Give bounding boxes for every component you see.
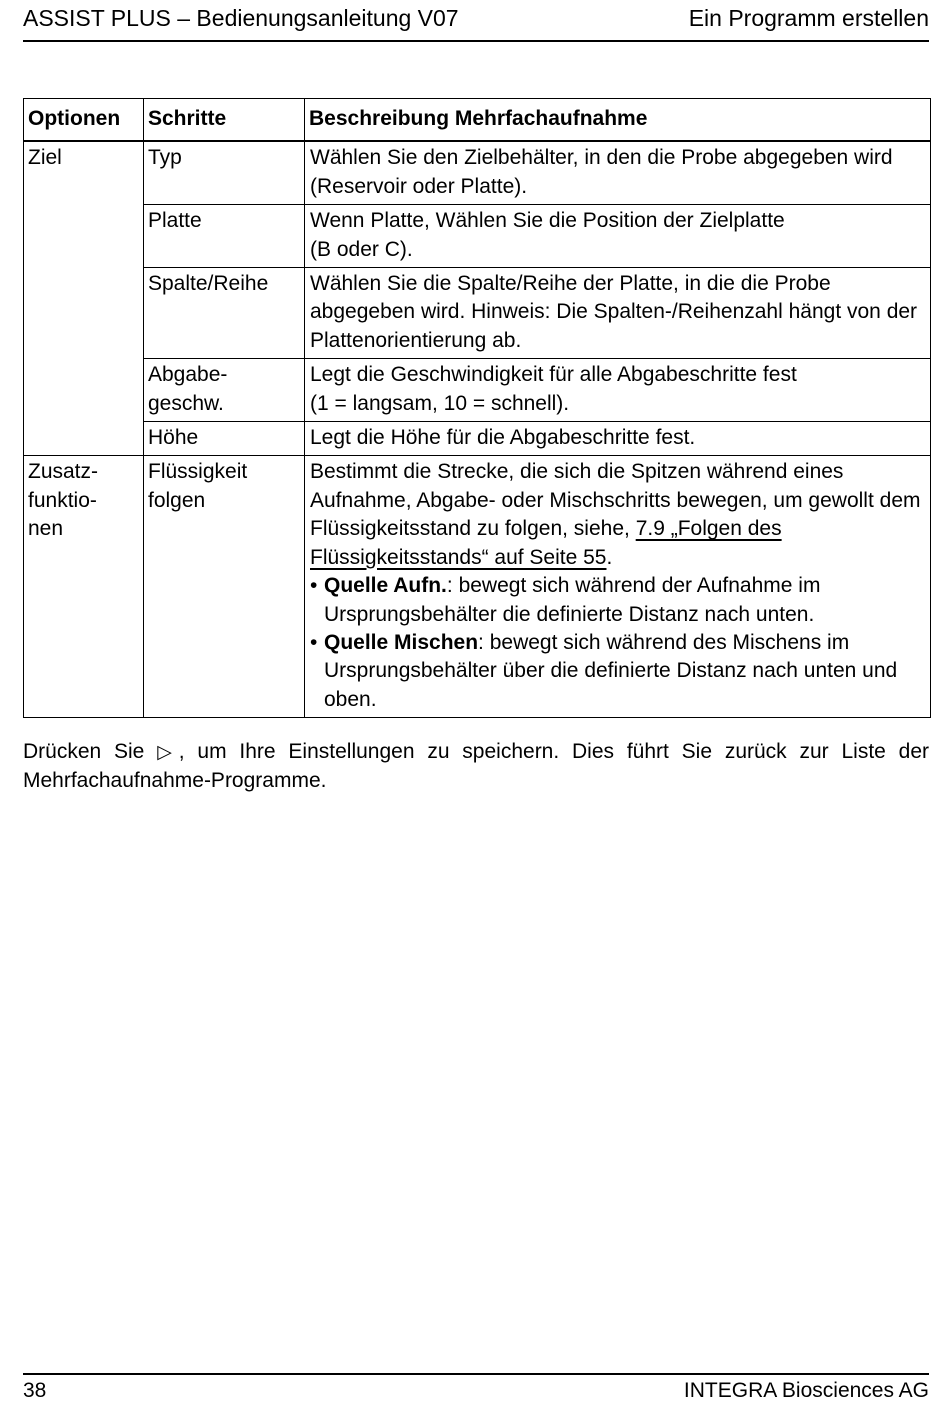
step-line: Flüssigkeit: [148, 460, 248, 484]
description-cell: [305, 456, 931, 718]
description-cell: [305, 205, 931, 268]
table-row: [24, 205, 931, 268]
bullet-text: [324, 572, 927, 629]
step-cell: [144, 456, 305, 718]
table-row: [24, 141, 931, 204]
description-line: Wenn Platte, Wählen Sie die Position der Zielplatte: [310, 209, 785, 233]
table-row: [24, 359, 931, 422]
bullet-description: : bewegt sich während des Mischens im Ursprungsbehälter über die definierte Distanz nach unten und oben.: [324, 630, 898, 711]
step-cell: Platte: [144, 205, 305, 268]
bullet-item: [310, 629, 927, 714]
bullet-text: [324, 629, 927, 714]
description-paragraph: [310, 458, 927, 572]
description-cell: Wählen Sie den Zielbehälter, in den die Probe abgegeben wird (Reservoir oder Platte).: [305, 141, 931, 204]
column-header-options: Optionen: [24, 99, 144, 142]
bullet-item: [310, 572, 927, 629]
cross-reference-link[interactable]: 7.9 „Folgen des Flüssigkeitsstands“ auf Seite 55: [310, 517, 782, 569]
bullet-icon: •: [310, 630, 318, 654]
instruction-text-post: , um Ihre Einstellungen zu speichern. Dies führt Sie zurück zur Liste der Mehrfachaufnahme-Programme.: [23, 740, 930, 793]
option-line: funktio-: [28, 488, 97, 512]
instruction-paragraph: [23, 738, 929, 796]
description-line: (B oder C).: [310, 237, 413, 261]
company-name: INTEGRA Biosciences AG: [683, 1379, 929, 1402]
table-row: [24, 422, 931, 456]
option-cell-zusatzfunktionen: [24, 456, 144, 718]
description-text: Bestimmt die Strecke, die sich die Spitzen während eines Aufnahme, Abgabe- oder Mischschritts bewegen, um gewollt dem Flüssigkeitsstand zu folgen, siehe,: [310, 460, 921, 541]
options-table: [23, 98, 931, 718]
table-header-row: [24, 99, 931, 142]
description-cell: Wählen Sie die Spalte/Reihe der Platte, in die die Probe abgegeben wird. Hinweis: Die Spalten-/Reihenzahl hängt von der Plattenorientierung ab.: [305, 268, 931, 359]
option-line: Zusatz-: [28, 460, 99, 484]
option-cell-ziel: Ziel: [24, 141, 144, 456]
chapter-title: Ein Programm erstellen: [688, 5, 929, 31]
step-cell: Höhe: [144, 422, 305, 456]
description-line: (1 = langsam, 10 = schnell).: [310, 391, 570, 415]
instruction-text-pre: Drücken Sie: [23, 740, 158, 763]
step-line: geschw.: [148, 391, 224, 415]
description-line: Legt die Geschwindigkeit für alle Abgabeschritte fest: [310, 363, 797, 387]
bullet-description: : bewegt sich während der Aufnahme im Ursprungsbehälter die definierte Distanz nach unten.: [324, 574, 821, 626]
step-line: Abgabe-: [148, 363, 228, 387]
page-footer: [23, 1373, 929, 1405]
step-cell: Typ: [144, 141, 305, 204]
column-header-steps: Schritte: [144, 99, 305, 142]
table-row: [24, 268, 931, 359]
step-cell: Spalte/Reihe: [144, 268, 305, 359]
column-header-description: Beschreibung Mehrfachaufnahme: [305, 99, 931, 142]
play-arrow-icon: ▷: [157, 742, 179, 763]
bullet-term: Quelle Aufn.: [324, 574, 447, 598]
page-number: 38: [23, 1379, 47, 1402]
description-cell: Legt die Höhe für die Abgabeschritte fest.: [305, 422, 931, 456]
description-cell: [305, 359, 931, 422]
document-title: ASSIST PLUS – Bedienungsanleitung V07: [23, 5, 459, 31]
bullet-term: Quelle Mischen: [324, 630, 479, 654]
bullet-icon: •: [310, 574, 318, 598]
table-row: [24, 456, 931, 718]
step-cell: [144, 359, 305, 422]
option-line: nen: [28, 517, 64, 541]
page-header: [23, 2, 929, 42]
step-line: folgen: [148, 488, 206, 512]
description-end: .: [606, 545, 613, 569]
